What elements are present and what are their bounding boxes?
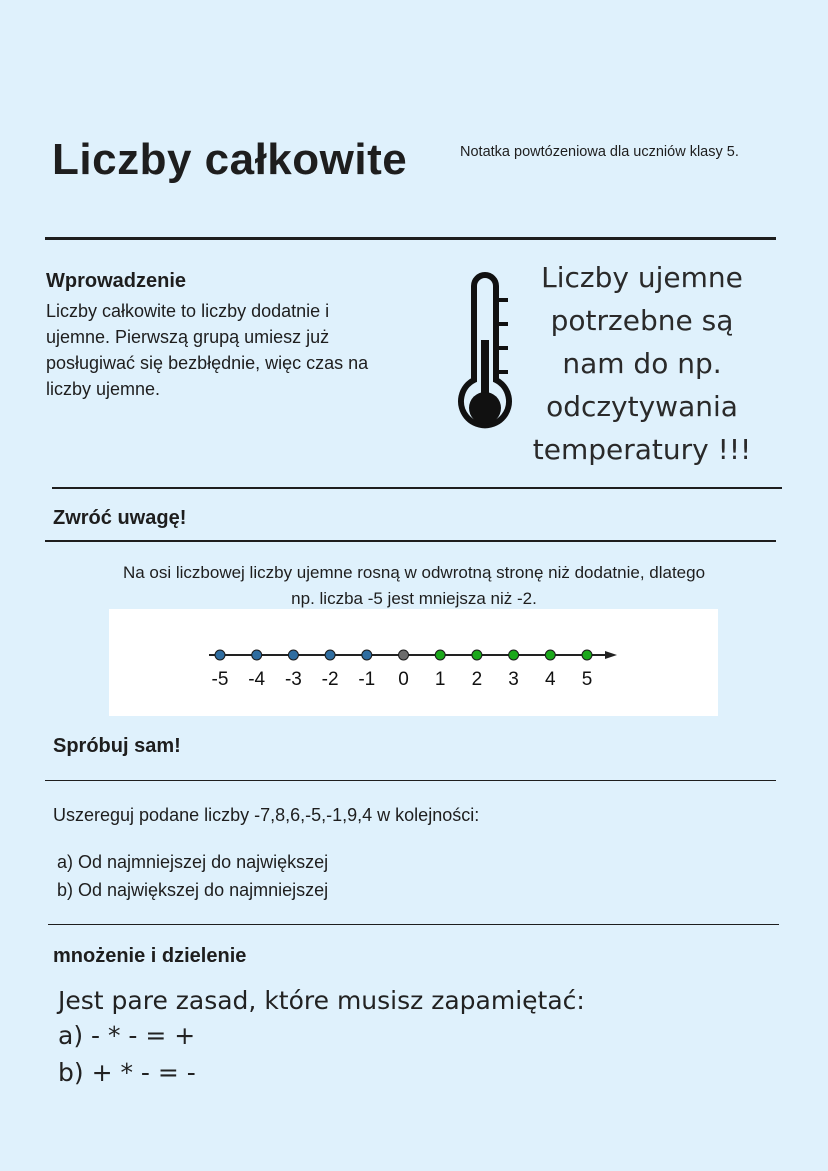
attention-heading: Zwróć uwagę! — [53, 507, 187, 529]
number-line-tick-label: -3 — [284, 669, 302, 690]
attention-top-divider — [52, 487, 782, 489]
intro-heading: Wprowadzenie — [46, 270, 187, 292]
number-line-point — [288, 650, 298, 660]
try-instruction: Uszereguj podane liczby -7,8,6,-5,-1,9,4 w kolejności: — [53, 805, 480, 825]
try-item-b: b) Od największej do najmniejszej — [57, 880, 329, 900]
thermometer-icon — [456, 262, 518, 438]
intro-body: Liczby całkowite to liczby dodatnie i ujemne. Pierwszą grupą umiesz już posługiwać się bezbłędnie, więc czas na liczby ujemne. — [46, 301, 369, 399]
number-line-tick-label: 1 — [434, 669, 446, 690]
rules-intro: Jest pare zasad, które musisz zapamiętać: — [58, 986, 585, 1015]
page-subtitle: Notatka powtózeniowa dla uczniów klasy 5. — [460, 144, 739, 160]
page-title: Liczby całkowite — [52, 135, 408, 184]
number-line-point — [215, 650, 225, 660]
number-line-point — [435, 650, 445, 660]
number-line-point — [362, 650, 372, 660]
number-line-point — [509, 650, 519, 660]
number-line-arrow — [605, 651, 617, 659]
number-line-tick-label: -1 — [358, 669, 376, 690]
attention-text: Na osi liczbowej liczby ujemne rosną w odwrotną stronę niż dodatnie, dlatego np. liczba -5 jest mniejsza niż -2. — [122, 563, 706, 608]
number-line-point — [582, 650, 592, 660]
number-line-chart — [109, 609, 718, 716]
number-line-point — [325, 650, 335, 660]
number-line-point — [252, 650, 262, 660]
temperature-callout: Liczby ujemne potrzebne są nam do np. odczytywania temperatury !!! — [532, 261, 752, 466]
attention-bottom-divider — [45, 540, 776, 542]
number-line-tick-label: 2 — [471, 669, 483, 690]
number-line-point — [545, 650, 555, 660]
try-item-a: a) Od najmniejszej do największej — [57, 852, 329, 872]
try-divider — [45, 780, 776, 781]
number-line-tick-label: 5 — [581, 669, 593, 690]
rule-a: a) - * - = + — [58, 1021, 196, 1050]
number-line-point — [472, 650, 482, 660]
number-line-tick-label: 4 — [545, 669, 556, 690]
number-line-tick-label: 0 — [398, 669, 409, 690]
try-heading: Spróbuj sam! — [53, 735, 181, 757]
number-line-tick-label: -2 — [321, 669, 339, 690]
number-line-tick-label: -4 — [248, 669, 266, 690]
number-line-tick-label: 3 — [508, 669, 519, 690]
rules-divider — [48, 924, 779, 925]
number-line-tick-label: -5 — [211, 669, 229, 690]
rule-b: b) + * - = - — [58, 1058, 196, 1087]
header-divider — [45, 237, 776, 240]
number-line-panel — [109, 609, 718, 716]
number-line-point — [399, 650, 409, 660]
rules-heading: mnożenie i dzielenie — [53, 945, 247, 967]
